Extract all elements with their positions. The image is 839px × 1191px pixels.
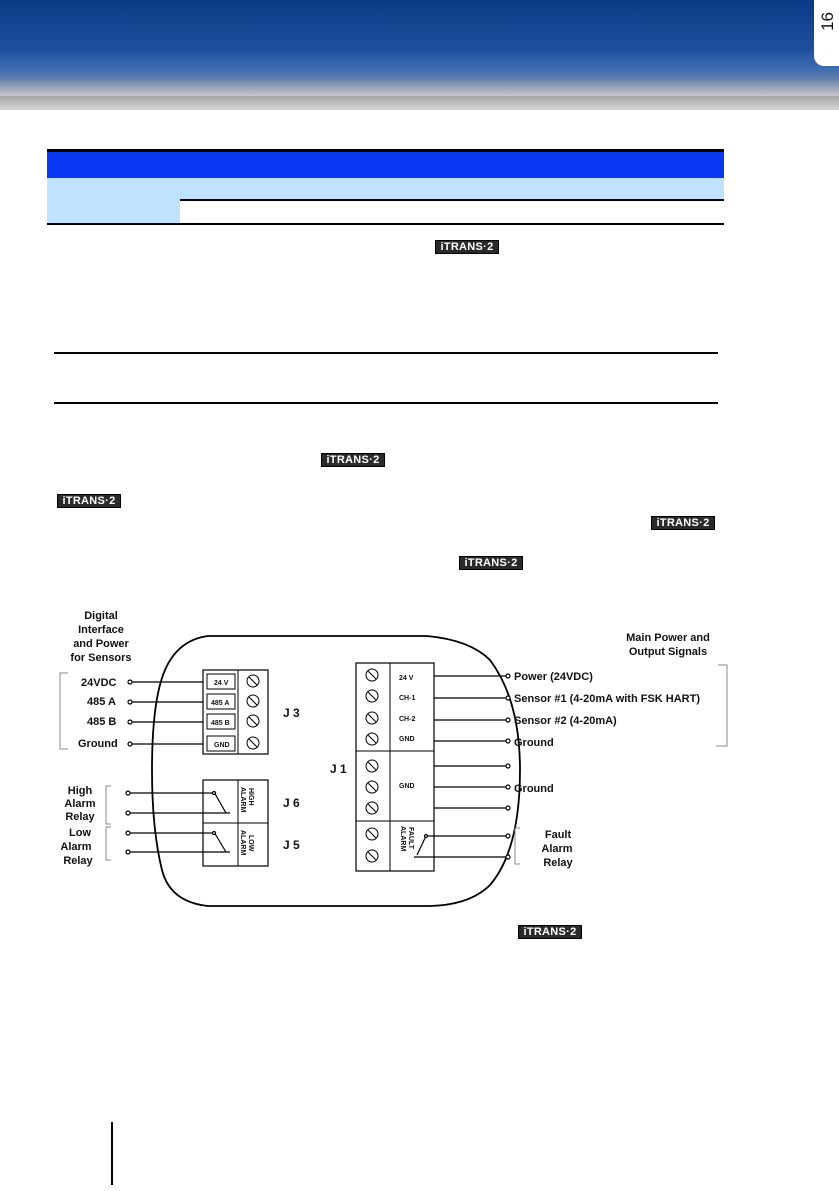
high-alarm-text: ALARM (239, 787, 246, 813)
j3-terminal-label: 485 B (211, 720, 230, 727)
j3-terminal-label: 24 V (214, 680, 229, 687)
terminal-dot (506, 785, 510, 789)
terminal-dot (506, 806, 510, 810)
j1-terminal-label: 24 V (399, 675, 414, 682)
terminal-dot (126, 850, 130, 854)
signal-label-24vdc: 24VDC (81, 677, 117, 689)
terminal-dot (126, 811, 130, 815)
terminal-dot (506, 855, 510, 859)
j6-label: J 6 (283, 796, 300, 810)
j6-j5-connector (203, 780, 268, 866)
brand-logo: iTRANS·2 (651, 516, 715, 530)
fault-relay-bracket (515, 828, 520, 864)
low-alarm-text: LOW (247, 835, 254, 852)
j3-connector (203, 670, 268, 754)
right-title-line: Output Signals (628, 646, 708, 658)
left-title-line: Digital (84, 610, 118, 622)
j3-terminal-label: 485 A (211, 700, 230, 707)
signal-label-485b: 485 B (87, 716, 117, 728)
low-relay-label: Alarm (60, 841, 92, 853)
terminal-dot (506, 718, 510, 722)
high-relay-label: Relay (65, 811, 95, 823)
signal-label-ground: Ground (514, 737, 554, 749)
terminal-dot (128, 700, 132, 704)
left-title-line: and Power (73, 638, 129, 650)
brand-logo: iTRANS·2 (321, 453, 385, 467)
fault-relay-label: Alarm (541, 843, 573, 855)
fault-alarm-text: ALARM (399, 826, 406, 852)
low-relay-bracket (106, 827, 111, 860)
terminal-dot (506, 764, 510, 768)
signal-label-ground: Ground (78, 738, 118, 750)
fault-relay-label: Fault (544, 829, 572, 841)
right-bracket (716, 665, 727, 746)
low-relay-label: Low (69, 827, 91, 839)
j1-gnd-label: GND (399, 783, 415, 790)
terminal-dot (506, 834, 510, 838)
brand-logo: iTRANS·2 (459, 556, 523, 570)
signal-label-sensor2: Sensor #2 (4-20mA) (514, 715, 617, 727)
terminal-dot (126, 831, 130, 835)
low-relay-label: Relay (63, 855, 93, 867)
signal-label-sensor1: Sensor #1 (4-20mA with FSK HART) (514, 693, 701, 705)
terminal-dot (128, 680, 132, 684)
signal-label-485a: 485 A (87, 696, 116, 708)
terminal-dot (128, 720, 132, 724)
fault-alarm-text: FAULT (407, 827, 414, 850)
brand-logo: iTRANS·2 (518, 925, 582, 939)
signal-label-power: Power (24VDC) (514, 671, 593, 683)
j1-terminal-label: CH-2 (399, 716, 416, 723)
right-title-line: Main Power and (626, 632, 710, 644)
fault-relay-label: Relay (543, 857, 573, 869)
left-title-line: Interface (78, 624, 124, 636)
j5-label: J 5 (283, 838, 300, 852)
j1-label: J 1 (330, 762, 347, 776)
j1-terminal-label: GND (399, 736, 415, 743)
high-alarm-text: HIGH (247, 788, 254, 806)
page-number: 16 (818, 12, 837, 31)
brand-logo: iTRANS·2 (57, 494, 121, 508)
high-relay-label: Alarm (64, 798, 96, 810)
terminal-dot (126, 791, 130, 795)
brand-logo: iTRANS·2 (435, 240, 499, 254)
signal-label-ground-2: Ground (514, 783, 554, 795)
j1-connector (356, 663, 434, 871)
footer-rule (111, 1122, 113, 1185)
high-relay-bracket (106, 786, 111, 824)
j1-terminal-label: CH-1 (399, 695, 416, 702)
terminal-dot (506, 674, 510, 678)
terminal-dot (506, 739, 510, 743)
left-bracket (60, 673, 68, 749)
j3-label: J 3 (283, 706, 300, 720)
terminal-dot (506, 696, 510, 700)
terminal-dot (128, 742, 132, 746)
left-title-line: for Sensors (70, 652, 132, 664)
low-alarm-text: ALARM (239, 830, 246, 856)
high-relay-label: High (67, 785, 93, 797)
j3-terminal-label: GND (214, 742, 230, 749)
